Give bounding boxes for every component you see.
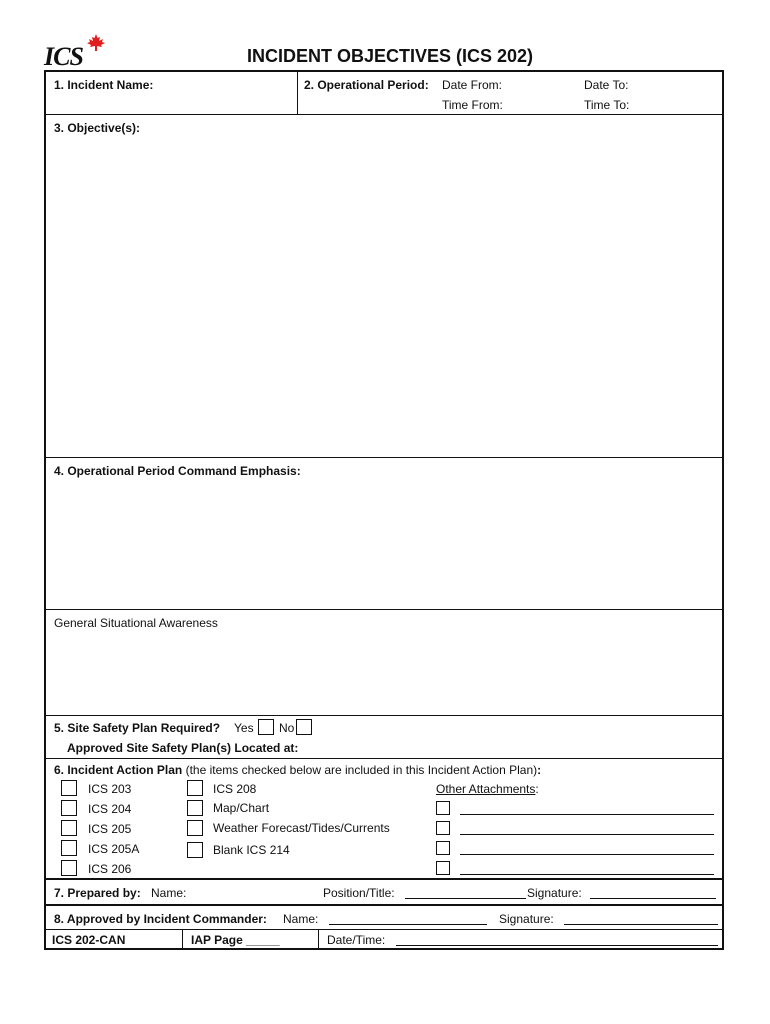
checkbox-map-chart[interactable]	[187, 800, 203, 816]
incident-action-plan-section	[46, 759, 722, 880]
other-attachment-line-2[interactable]	[460, 834, 714, 835]
form-footer-row	[46, 930, 722, 948]
weather-label: Weather Forecast/Tides/Currents	[213, 821, 390, 835]
map-chart-label: Map/Chart	[213, 801, 270, 815]
ics-208-label: ICS 208	[213, 782, 257, 796]
checkbox-other-4[interactable]	[436, 861, 450, 875]
operational-period-label: 2. Operational Period:	[304, 78, 429, 92]
no-checkbox[interactable]	[296, 719, 312, 735]
footer-divider-2	[318, 930, 319, 948]
date-from-label: Date From:	[442, 78, 503, 92]
approved-signature-label: Signature:	[499, 912, 554, 926]
approved-by-label: 8. Approved by Incident Commander:	[54, 912, 267, 926]
prepared-signature-line[interactable]	[590, 898, 716, 899]
blank-ics-214-label: Blank ICS 214	[213, 843, 290, 857]
ics-205a-label: ICS 205A	[88, 842, 140, 856]
other-attachment-line-4[interactable]	[460, 874, 714, 875]
iap-header	[54, 763, 541, 777]
datetime-line[interactable]	[396, 945, 718, 946]
form-id: ICS 202-CAN	[52, 933, 126, 947]
position-title-line[interactable]	[405, 898, 526, 899]
situational-awareness-section[interactable]	[46, 610, 722, 716]
other-attachments-label: Other Attachments	[436, 782, 536, 796]
ics-205-label: ICS 205	[88, 822, 132, 836]
iap-page-label[interactable]: IAP Page _____	[191, 933, 280, 947]
checkbox-ics-208[interactable]	[187, 780, 203, 796]
prepared-name-label: Name:	[151, 886, 187, 900]
time-to-label: Time To:	[584, 98, 630, 112]
checkbox-ics-205a[interactable]	[61, 840, 77, 856]
ics-204-label: ICS 204	[88, 802, 132, 816]
other-attachments-colon: :	[535, 782, 539, 796]
checkbox-ics-204[interactable]	[61, 800, 77, 816]
checkbox-ics-203[interactable]	[61, 780, 77, 796]
other-attachments-header	[436, 782, 539, 796]
prepared-by-label: 7. Prepared by:	[54, 886, 141, 900]
other-attachment-line-3[interactable]	[460, 854, 714, 855]
checkbox-ics-206[interactable]	[61, 860, 77, 876]
no-label: No	[279, 721, 295, 735]
approved-by-row	[46, 906, 722, 930]
date-to-label: Date To:	[584, 78, 629, 92]
situational-awareness-label: General Situational Awareness	[54, 616, 218, 630]
approved-signature-line[interactable]	[564, 924, 718, 925]
checkbox-weather[interactable]	[187, 820, 203, 836]
checkbox-other-2[interactable]	[436, 821, 450, 835]
command-emphasis-section[interactable]	[46, 458, 722, 610]
position-title-label: Position/Title:	[323, 886, 395, 900]
yes-label: Yes	[234, 721, 254, 735]
iap-note: (the items checked below are included in this Incident Action Plan)	[185, 763, 538, 777]
ics-203-label: ICS 203	[88, 782, 132, 796]
incident-name-label: 1. Incident Name:	[54, 78, 154, 92]
checkbox-other-3[interactable]	[436, 841, 450, 855]
incident-info-row	[46, 72, 722, 115]
approved-plan-label: Approved Site Safety Plan(s) Located at:	[67, 741, 299, 755]
yes-checkbox[interactable]	[258, 719, 274, 735]
objectives-section[interactable]	[46, 115, 722, 458]
site-safety-label: 5. Site Safety Plan Required?	[54, 721, 221, 735]
iap-label: 6. Incident Action Plan	[54, 763, 183, 777]
checkbox-blank-ics-214[interactable]	[187, 842, 203, 858]
site-safety-section	[46, 716, 722, 759]
approved-name-line[interactable]	[329, 924, 487, 925]
datetime-label: Date/Time:	[327, 933, 386, 947]
approved-name-label: Name:	[283, 912, 319, 926]
checkbox-ics-205[interactable]	[61, 820, 77, 836]
ics-206-label: ICS 206	[88, 862, 132, 876]
divider	[297, 72, 298, 114]
ics-202-form	[44, 70, 724, 950]
page-title: INCIDENT OBJECTIVES (ICS 202)	[246, 46, 534, 66]
checkbox-other-1[interactable]	[436, 801, 450, 815]
command-emphasis-label: 4. Operational Period Command Emphasis:	[54, 464, 301, 478]
iap-colon: :	[537, 763, 542, 777]
prepared-signature-label: Signature:	[527, 886, 582, 900]
objectives-label: 3. Objective(s):	[54, 121, 141, 135]
logo-text: ICS	[44, 42, 83, 71]
prepared-by-row	[46, 880, 722, 906]
footer-divider-1	[182, 930, 183, 948]
other-attachment-line-1[interactable]	[460, 814, 714, 815]
time-from-label: Time From:	[442, 98, 503, 112]
